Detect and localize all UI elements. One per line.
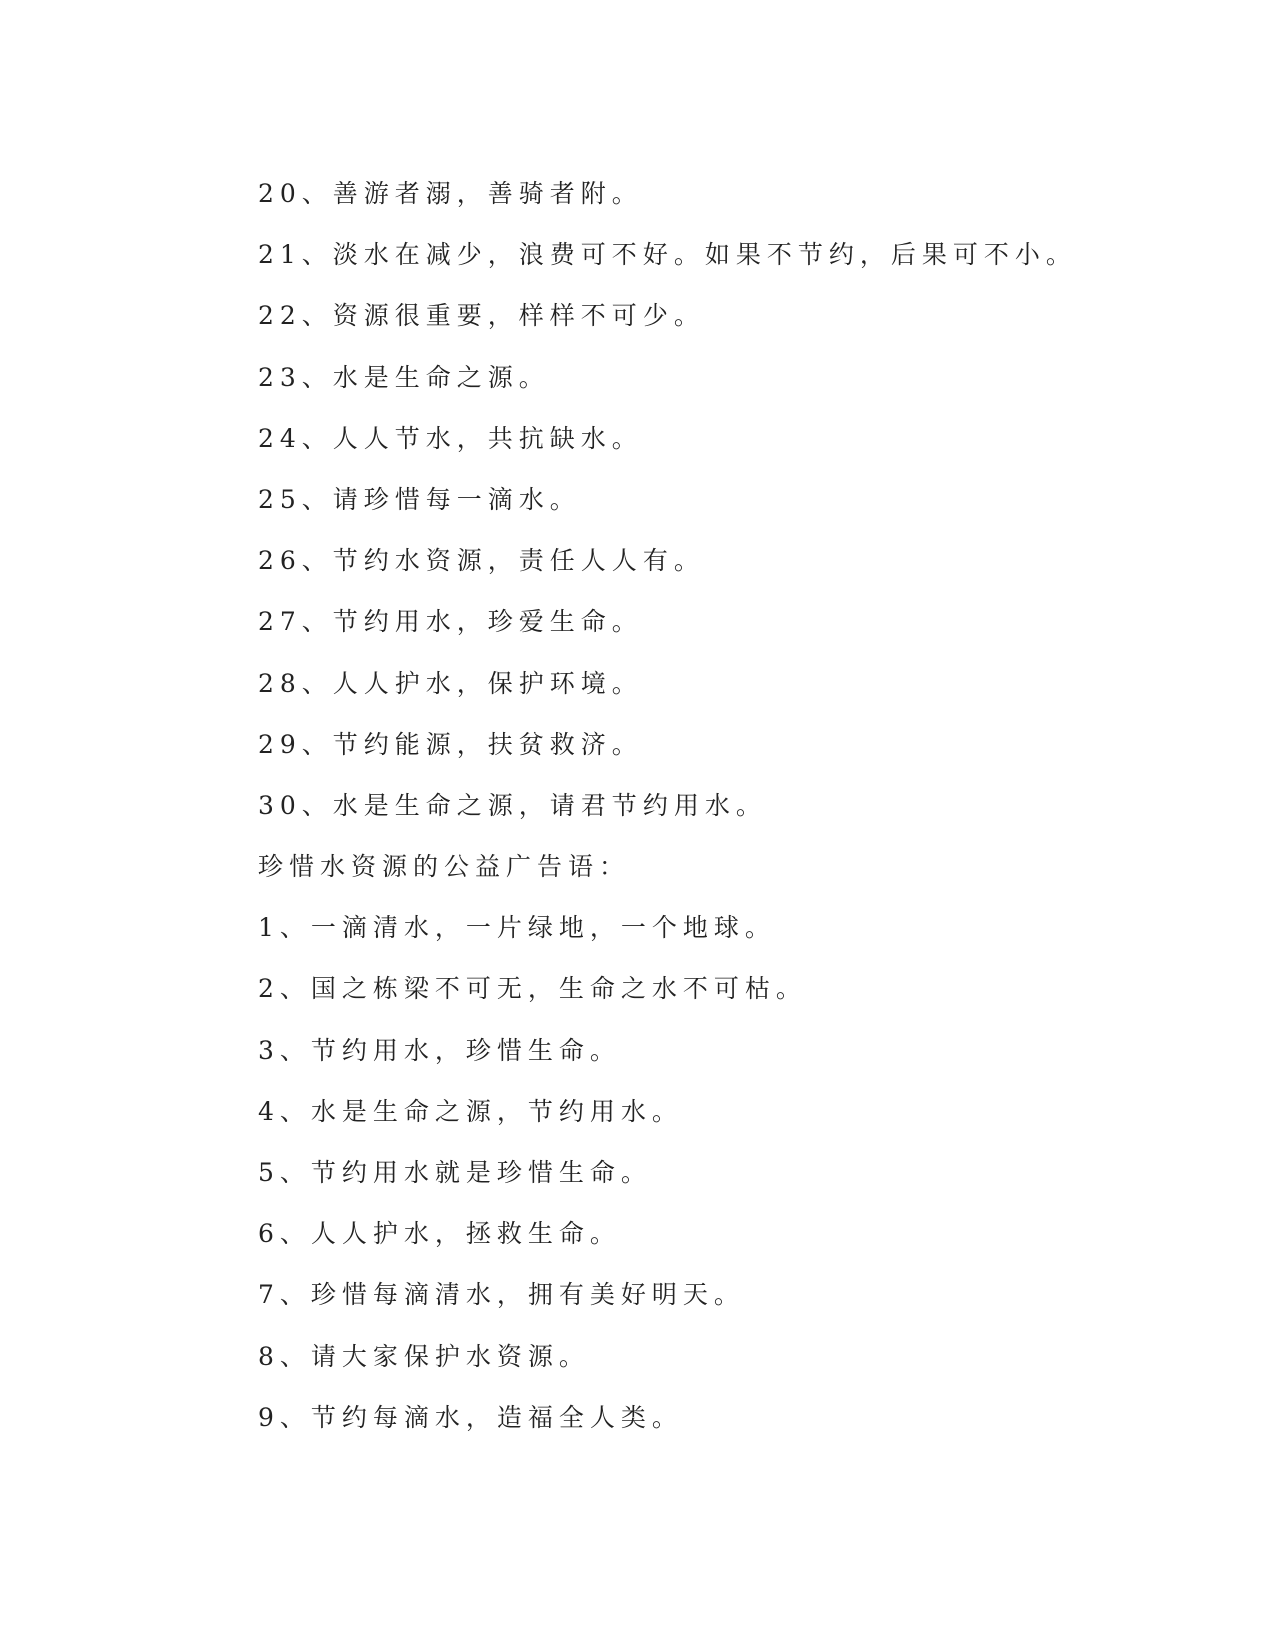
section-heading: 珍惜水资源的公益广告语：	[258, 852, 631, 882]
slogan-line-21: 21、淡水在减少，浪费可不好。如果不节约，后果可不小。	[258, 240, 1077, 270]
document-body	[258, 163, 1218, 1448]
ad-line-6: 6、人人护水，拯救生命。	[258, 1219, 621, 1249]
ad-line-2: 2、国之栋梁不可无，生命之水不可枯。	[258, 974, 807, 1004]
ad-line-7: 7、珍惜每滴清水，拥有美好明天。	[258, 1280, 745, 1310]
ad-line-5: 5、节约用水就是珍惜生命。	[258, 1158, 652, 1187]
ad-line-9: 9、节约每滴水，造福全人类。	[258, 1402, 683, 1432]
slogan-line-22: 22、资源很重要，样样不可少。	[258, 301, 705, 331]
ad-line-3: 3、节约用水，珍惜生命。	[258, 1035, 621, 1065]
ad-line-1: 1、一滴清水，一片绿地，一个地球。	[258, 913, 776, 943]
slogan-line-20: 20、善游者溺，善骑者附。	[258, 179, 643, 208]
slogan-line-25: 25、请珍惜每一滴水。	[258, 484, 581, 514]
ad-line-4: 4、水是生命之源，节约用水。	[258, 1096, 683, 1126]
slogan-line-29: 29、节约能源，扶贫救济。	[258, 729, 643, 759]
slogan-line-26: 26、节约水资源，责任人人有。	[258, 546, 705, 576]
ad-line-8: 8、请大家保护水资源。	[258, 1341, 590, 1371]
slogan-line-27: 27、节约用水，珍爱生命。	[258, 607, 643, 637]
slogan-line-30: 30、水是生命之源，请君节约用水。	[258, 790, 767, 820]
slogan-line-23: 23、水是生命之源。	[258, 362, 550, 392]
slogan-line-24: 24、人人节水，共抗缺水。	[258, 423, 643, 453]
slogan-line-28: 28、人人护水，保护环境。	[258, 668, 643, 698]
